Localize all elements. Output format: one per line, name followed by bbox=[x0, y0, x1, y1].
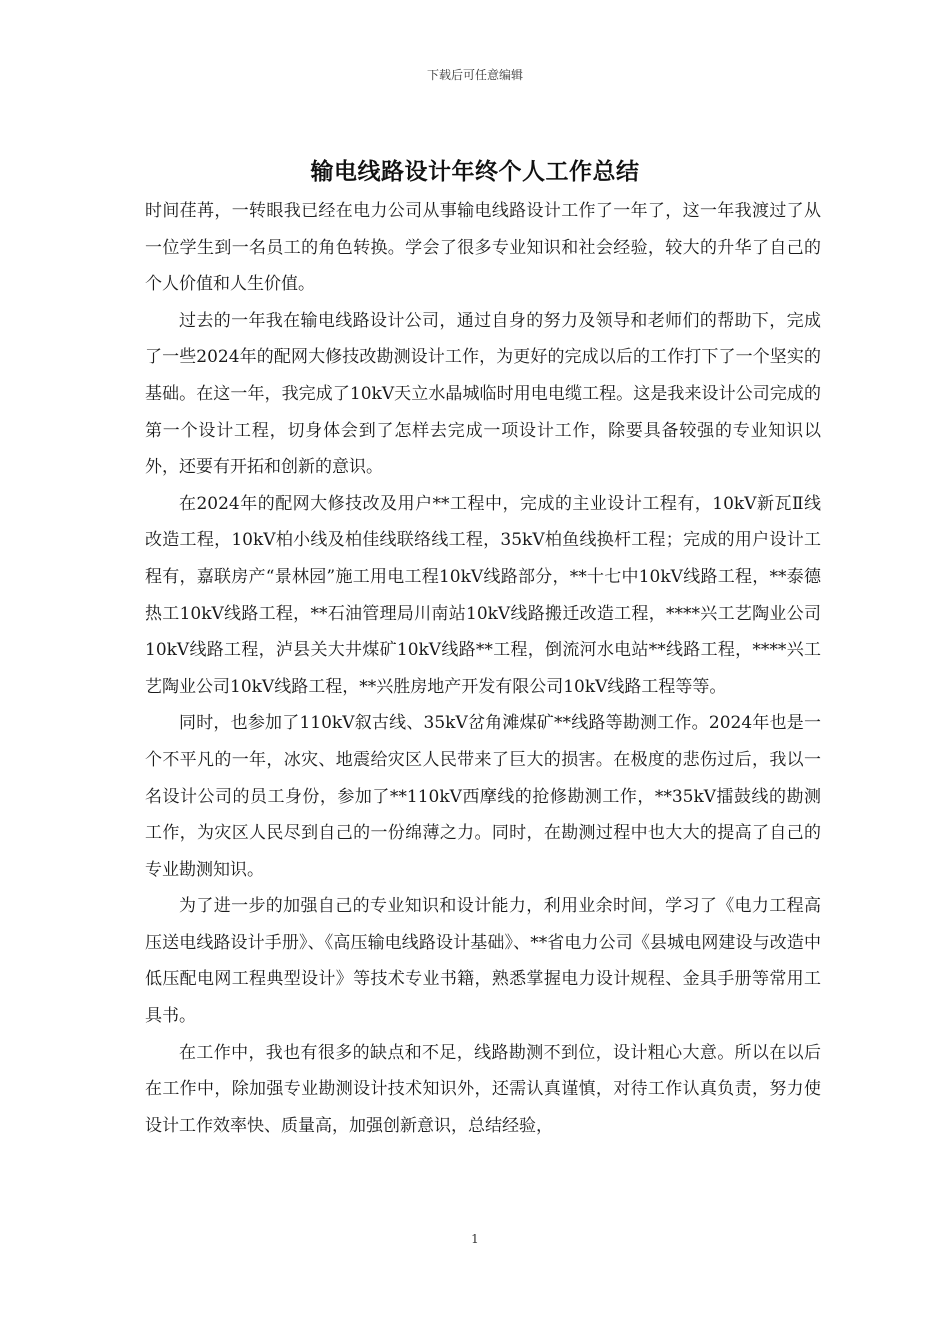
paragraph-intro: 时间荏苒，一转眼我已经在电力公司从事输电线路设计工作了一年了，这一年我渡过了从一位学生到一名员工的角色转换。学会了很多专业知识和社会经验，较大的升华了自己的个人价值和人生价值。 bbox=[145, 201, 821, 295]
page-number: 1 bbox=[471, 1232, 479, 1246]
paragraph-projects: 在2024年的配网大修技改及用户**工程中，完成的主业设计工程有，10kV新瓦Ⅱ线改造工程，10kV柏小线及柏佳线联络线工程，35kV柏鱼线换杆工程；完成的用户设计工程有，嘉联房产“景林园”施工用电工程10kV线路部分，**十七中10kV线路工程，**泰德热工10kV线路工程，**石油管理局川南站10kV线路搬迁改造工程，****兴工艺陶业公司10kV线路工程，泸县关大井煤矿10kV线路**工程，倒流河水电站**线路工程，****兴工艺陶业公司10kV线路工程，**兴胜房地产开发有限公司10kV线路工程等等。 bbox=[145, 493, 821, 697]
page-header-note: 下载后可任意编辑 bbox=[426, 68, 523, 82]
paragraph-study: 为了进一步的加强自己的专业知识和设计能力，利用业余时间，学习了《电力工程高压送电线路设计手册》、《高压输电线路设计基础》、**省电力公司《县城电网建设与改造中低压配电网工程典型设计》等技术专业书籍，熟悉掌握电力设计规程、金具手册等常用工具书。 bbox=[145, 896, 821, 1027]
paragraph-survey-work: 同时，也参加了110kV叙古线、35kV岔角滩煤矿**线路等勘测工作。2024年也是一个不平凡的一年，冰灾、地震给灾区人民带来了巨大的损害。在极度的悲伤过后，我以一名设计公司的员工身份，参加了**110kV西摩线的抢修勘测工作，**35kV擂鼓线的勘测工作，为灾区人民尽到自己的一份绵薄之力。同时，在勘测过程中也大大的提高了自己的专业勘测知识。 bbox=[145, 713, 821, 880]
document-title: 输电线路设计年终个人工作总结 bbox=[310, 159, 640, 185]
paragraph-past-year: 过去的一年我在输电线路设计公司，通过自身的努力及领导和老师们的帮助下，完成了一些2024年的配网大修技改勘测设计工作，为更好的完成以后的工作打下了一个坚实的基础。在这一年，我完成了10kV天立水晶城临时用电电缆工程。这是我来设计公司完成的第一个设计工程，切身体会到了怎样去完成一项设计工作，除要具备较强的专业知识以外，还要有开拓和创新的意识。 bbox=[145, 310, 821, 478]
document-body bbox=[145, 193, 821, 1144]
paragraph-shortcomings: 在工作中，我也有很多的缺点和不足，线路勘测不到位，设计粗心大意。所以在以后在工作中，除加强专业勘测设计技术知识外，还需认真谨慎，对待工作认真负责，努力使设计工作效率快、质量高，加强创新意识，总结经验， bbox=[145, 1042, 821, 1136]
